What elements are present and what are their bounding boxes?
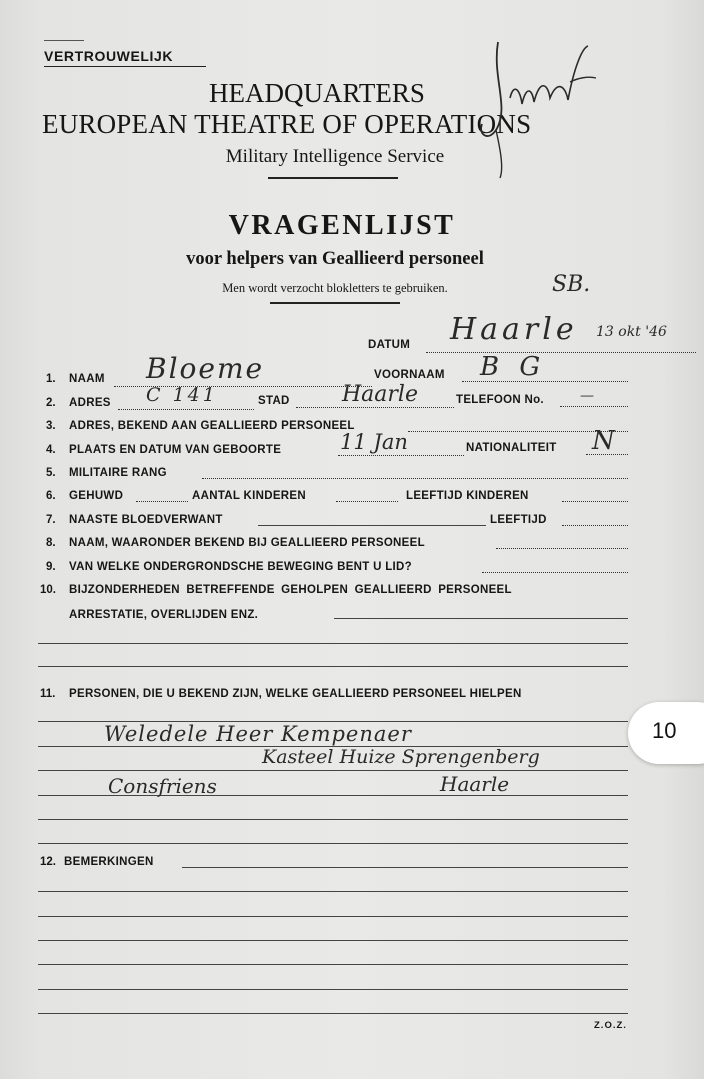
q2-number: 2.	[46, 397, 56, 409]
q4-line	[338, 455, 464, 456]
q11-hand-line1: Weledele Heer Kempenaer	[104, 722, 412, 746]
q5-number: 5.	[46, 467, 56, 479]
q6-kinderen-label: AANTAL KINDEREN	[192, 490, 306, 502]
q2-label: ADRES	[69, 397, 111, 409]
q1-label: NAAM	[69, 373, 105, 385]
q7-leeftijd-line	[562, 525, 628, 526]
q10-label-line2: ARRESTATIE, OVERLIJDEN ENZ.	[69, 609, 259, 621]
confidential-underline	[44, 66, 206, 67]
form-instruction: Men wordt verzocht blokletters te gebruiken.	[222, 281, 448, 295]
q1-voornaam-label: VOORNAAM	[374, 369, 445, 381]
hq-line2: EUROPEAN THEATRE OF OPERATIONS	[42, 109, 532, 139]
q10-number: 10.	[40, 584, 56, 596]
q12-line	[182, 867, 628, 868]
q9-label: VAN WELKE ONDERGRONDSCHE BEWEGING BENT U LID?	[69, 561, 412, 573]
geboorte-value: 11 Jan	[340, 430, 408, 454]
q4-label: PLAATS EN DATUM VAN GEBOORTE	[69, 444, 282, 456]
q7-label: NAASTE BLOEDVERWANT	[69, 514, 223, 526]
q2-stad-line	[296, 407, 454, 408]
handwritten-signature	[470, 38, 610, 188]
q2-stad-label: STAD	[258, 395, 290, 407]
confidential-label: VERTROUWELIJK	[44, 48, 174, 64]
q6-label: GEHUWD	[69, 490, 124, 502]
q2-line	[118, 409, 254, 410]
datum-line	[426, 352, 696, 353]
q11-hand-line2: Kasteel Huize Sprengenberg	[262, 746, 540, 768]
voornaam-value: B G	[480, 352, 547, 382]
q8-number: 8.	[46, 537, 56, 549]
q10-label-line1: BIJZONDERHEDEN BETREFFENDE GEHOLPEN GEALLIEERD PERSONEEL	[69, 584, 512, 596]
header-rule	[268, 177, 398, 179]
form-subtitle: voor helpers van Geallieerd personeel	[186, 249, 484, 269]
q5-line	[202, 478, 628, 479]
q6-leeftijd-line	[562, 501, 628, 502]
q11-label: PERSONEN, DIE U BEKEND ZIJN, WELKE GEALLIEERD PERSONEEL HIELPEN	[69, 688, 522, 700]
q10-line	[334, 618, 628, 619]
q6-number: 6.	[46, 490, 56, 502]
service-name: Military Intelligence Service	[225, 146, 445, 167]
q12-extra-line4	[38, 964, 628, 965]
handwritten-initials: SB.	[552, 272, 591, 297]
q8-line	[496, 548, 628, 549]
datum-date-value: 13 okt '46	[596, 324, 667, 340]
q12-extra-line5	[38, 989, 628, 990]
q5-label: MILITAIRE RANG	[69, 467, 167, 479]
q4-nationaliteit-label: NATIONALITEIT	[466, 442, 557, 454]
q4-number: 4.	[46, 444, 56, 456]
zoz-label: Z.O.Z.	[594, 1020, 627, 1031]
q12-number: 12.	[40, 856, 56, 868]
top-dash	[44, 40, 84, 41]
q1-number: 1.	[46, 373, 56, 385]
datum-place-value: Haarle	[450, 312, 578, 347]
q10-extra-line1	[38, 643, 628, 644]
q2-telefoon-line	[560, 406, 628, 407]
q11-hand-line3a: Consfriens	[108, 774, 217, 798]
nationaliteit-value: N	[592, 426, 615, 456]
adres-value: C 141	[146, 384, 218, 406]
q11-line6	[38, 843, 628, 844]
q3-label: ADRES, BEKEND AAN GEALLIEERD PERSONEEL	[69, 420, 355, 432]
q11-line3	[38, 770, 628, 771]
q11-line5	[38, 819, 628, 820]
instruction-rule	[270, 302, 400, 304]
q7-line	[258, 525, 486, 526]
q9-line	[482, 572, 628, 573]
q7-leeftijd-label: LEEFTIJD	[490, 514, 547, 526]
q12-extra-line2	[38, 916, 628, 917]
q9-number: 9.	[46, 561, 56, 573]
q12-extra-line3	[38, 940, 628, 941]
q7-number: 7.	[46, 514, 56, 526]
q12-extra-line6	[38, 1013, 628, 1014]
stad-value: Haarle	[342, 382, 418, 407]
q11-number: 11.	[40, 688, 56, 700]
q12-label: BEMERKINGEN	[64, 856, 154, 868]
q10-extra-line2	[38, 666, 628, 667]
q6-kinderen-line	[336, 501, 398, 502]
naam-value: Bloeme	[146, 352, 265, 385]
q2-telefoon-label: TELEFOON No.	[456, 394, 544, 406]
q8-label: NAAM, WAARONDER BEKEND BIJ GEALLIEERD PERSONEEL	[69, 537, 425, 549]
q3-number: 3.	[46, 420, 56, 432]
hq-line1-text: HEADQUARTERS	[209, 78, 425, 108]
q12-extra-line1	[38, 891, 628, 892]
q6-line	[136, 501, 188, 502]
telefoon-value: —	[580, 388, 594, 404]
form-title: VRAGENLIJST	[228, 210, 456, 241]
q11-hand-line3b: Haarle	[440, 772, 510, 796]
page-number-text: 10	[652, 718, 677, 743]
datum-label: DATUM	[368, 339, 411, 351]
q6-leeftijd-label: LEEFTIJD KINDEREN	[406, 490, 529, 502]
